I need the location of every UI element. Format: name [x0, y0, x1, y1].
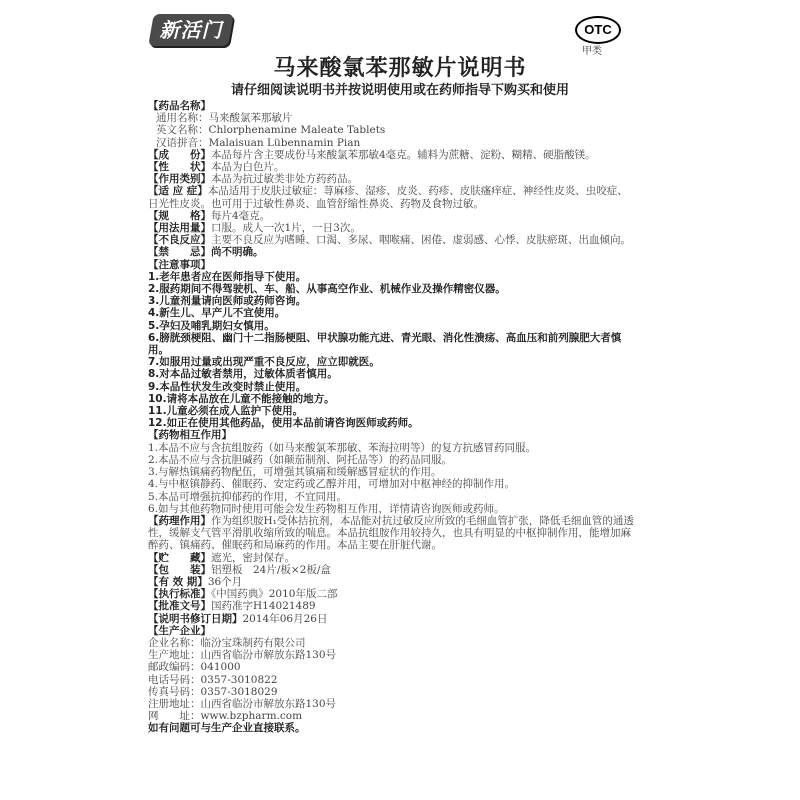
otc-class-label: 甲类	[582, 46, 602, 57]
approval-text: 国药准字H14021489	[211, 600, 316, 613]
adverse-label: 【不良反应】	[148, 234, 211, 247]
indications-text: 本品适用于皮肤过敏症：荨麻疹、湿疹、皮炎、药疹、皮肤瘙痒症、神经性皮炎、虫咬症、日光性皮炎。也可用于过敏性鼻炎、血管舒缩性鼻炎、药物及食物过敏。	[148, 185, 628, 210]
approval-label: 【批准文号】	[148, 600, 211, 613]
interaction-item: 4.与中枢镇静药、催眠药、安定药或乙醇并用，可增加对中枢神经的抑制作用。	[148, 478, 516, 491]
precautions-header: 【注意事项】	[148, 258, 211, 271]
english-name: 英文名称：Chlorphenamine Maleate Tablets	[156, 124, 386, 137]
otc-badge-text: OTC	[584, 22, 612, 37]
storage-label: 【贮 藏】	[148, 551, 211, 564]
approval-section	[148, 600, 638, 612]
package-text: 铝塑板 24片/板×2板/盒	[211, 563, 331, 576]
leaflet-content	[148, 100, 638, 735]
precaution-item: 1.老年患者应在医师指导下使用。	[148, 270, 307, 283]
character-section	[148, 161, 638, 173]
precaution-item: 10.请将本品放在儿童不能接触的地方。	[148, 392, 335, 405]
composition-section	[148, 149, 638, 161]
interaction-item: 1.本品不应与含抗组胺药（如马来酸氯苯那敏、苯海拉明等）的复方抗感冒药同服。	[148, 441, 537, 454]
company-line: 企业名称：临汾宝珠制药有限公司	[148, 636, 306, 649]
revision-section	[148, 613, 638, 625]
indications-section	[148, 185, 638, 209]
dosage-label: 【用法用量】	[148, 222, 211, 235]
composition-label: 【成 份】	[148, 148, 211, 161]
precaution-item: 11.儿童必须在成人监护下使用。	[148, 405, 304, 418]
precaution-item: 8.对本品过敏者禁用，过敏体质者慎用。	[148, 368, 338, 381]
precaution-item: 3.儿童剂量请向医师或药师咨询。	[148, 295, 307, 308]
otc-badge	[575, 16, 621, 44]
brand-logo	[148, 14, 234, 46]
precaution-item: 9.本品性状发生改变时禁止使用。	[148, 380, 307, 393]
company-line: 电话号码：0357-3010822	[148, 673, 278, 686]
category-text: 本品为抗过敏类非处方药药品。	[211, 173, 358, 186]
character-label: 【性 状】	[148, 161, 211, 174]
contra-section	[148, 246, 638, 258]
interaction-item: 2.本品不应与含抗胆碱药（如颠茄制剂、阿托品等）的药品同服。	[148, 453, 453, 466]
company-header: 【生产企业】	[148, 624, 211, 637]
company-line: 生产地址：山西省临汾市解放东路130号	[148, 649, 337, 662]
package-label: 【包 装】	[148, 563, 211, 576]
composition-text: 本品每片含主要成份马来酸氯苯那敏4毫克。辅料为蔗糖、淀粉、糊精、硬脂酸镁。	[211, 148, 596, 161]
dosage-text: 口服。成人一次1片，一日3次。	[211, 222, 361, 235]
interactions-header: 【药物相互作用】	[148, 429, 232, 442]
standard-label: 【执行标准】	[148, 588, 211, 601]
pinyin-name: 汉语拼音：Malaisuan Lübennamin Pian	[156, 136, 361, 149]
pharmacology-label: 【药理作用】	[148, 514, 211, 527]
generic-name: 通用名称：马来酸氯苯那敏片	[156, 112, 293, 125]
pharmacology-text: 作为组织胺H₁受体拮抗剂，本品能对抗过敏反应所致的毛细血管扩张，降低毛细血管的通透性，缓解支气管平滑肌收缩所致的喘息。本品抗组胺作用较持久，也具有明显的中枢抑制作用，能增加麻醉药、镇痛药、催眠药和局麻药的作用。本品主要在肝脏代谢。	[148, 514, 634, 552]
revision-text: 2014年06月26日	[242, 612, 328, 625]
precaution-item: 6.膀胱颈梗阻、幽门十二指肠梗阻、甲状腺功能亢进、青光眼、消化性溃疡、高血压和前列腺肥大者慎用。	[148, 331, 622, 357]
company-line: 网 址：www.bzpharm.com	[148, 710, 303, 723]
spec-text: 每片4毫克。	[211, 209, 271, 222]
storage-section	[148, 552, 638, 564]
document-subtitle: 请仔细阅读说明书并按说明使用或在药师指导下购买和使用	[230, 83, 569, 98]
indications-label: 【适 应 症】	[148, 185, 208, 198]
category-section	[148, 173, 638, 185]
pharmacology-section	[148, 515, 638, 552]
character-text: 本品为白色片。	[211, 161, 285, 174]
contra-label: 【禁 忌】	[148, 246, 211, 259]
interaction-item: 6.如与其他药物同时使用可能会发生药物相互作用，详情请咨询医师或药师。	[148, 502, 505, 515]
drug-name-header: 【药品名称】	[148, 100, 211, 112]
precaution-item: 4.新生儿、早产儿不宜使用。	[148, 307, 286, 320]
precaution-item: 7.如服用过量或出现严重不良反应，应立即就医。	[148, 356, 380, 369]
company-line: 注册地址：山西省临汾市解放东路130号	[148, 697, 337, 710]
precaution-item: 5.孕妇及哺乳期妇女慎用。	[148, 319, 275, 332]
dosage-section	[148, 222, 638, 234]
company-line: 传真号码：0357-3018029	[148, 685, 278, 698]
validity-text: 36个月	[207, 575, 243, 588]
interaction-item: 5.本品可增强抗抑郁药的作用，不宜同用。	[148, 490, 348, 503]
validity-label: 【有 效 期】	[148, 575, 208, 588]
precaution-item: 12.如正在使用其他药品，使用本品前请咨询医师或药师。	[148, 417, 419, 430]
package-section	[148, 564, 638, 576]
validity-section	[148, 576, 638, 588]
revision-label: 【说明书修订日期】	[148, 612, 243, 625]
adverse-section	[148, 234, 638, 246]
spec-section	[148, 210, 638, 222]
company-contact: 如有问题可与生产企业直接联系。	[148, 722, 306, 735]
document-title: 马来酸氯苯那敏片说明书	[273, 56, 527, 81]
company-line: 邮政编码：041000	[148, 661, 241, 674]
spec-label: 【规 格】	[148, 209, 211, 222]
interaction-item: 3.与解热镇痛药物配伍，可增强其镇痛和缓解感冒症状的作用。	[148, 466, 442, 479]
category-label: 【作用类别】	[148, 173, 211, 186]
storage-text: 遮光，密封保存。	[211, 551, 295, 564]
standard-text: 《中国药典》2010年版二部	[211, 588, 338, 601]
contra-text: 尚不明确。	[211, 246, 264, 259]
precaution-item: 2.服药期间不得驾驶机、车、船、从事高空作业、机械作业及操作精密仪器。	[148, 283, 506, 296]
brand-logo-text: 新活门	[159, 18, 223, 42]
adverse-text: 主要不良反应为嗜睡、口渴、多尿、咽喉痛、困倦、虚弱感、心悸、皮肤瘀斑、出血倾向。	[211, 234, 631, 247]
standard-section	[148, 588, 638, 600]
